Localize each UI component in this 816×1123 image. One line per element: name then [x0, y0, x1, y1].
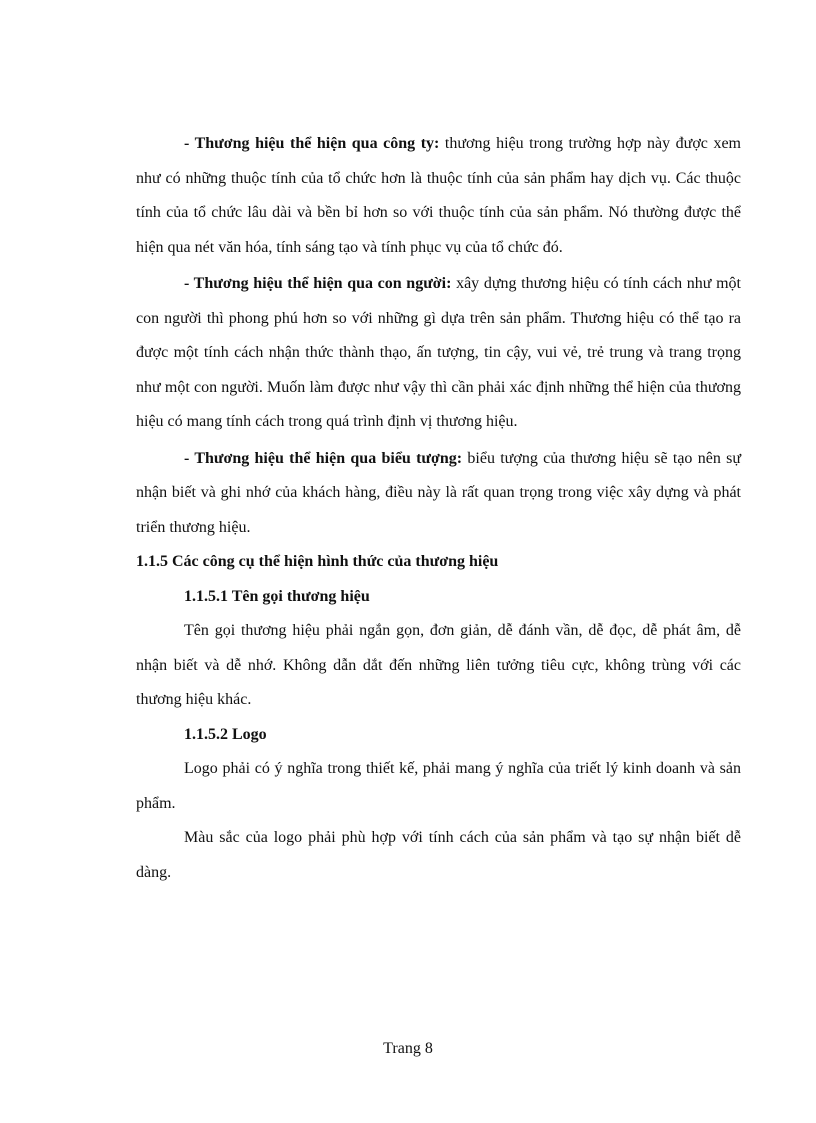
subsection-heading-name: 1.1.5.1 Tên gọi thương hiệu	[184, 587, 370, 605]
paragraph-company	[136, 127, 741, 265]
paragraph-logo-meaning: Logo phải có ý nghĩa trong thiết kế, phải mang ý nghĩa của triết lý kinh doanh và sản phẩm.	[136, 760, 741, 812]
paragraph-lead: - Thương hiệu thể hiện qua công ty:	[184, 135, 440, 152]
document-body	[136, 127, 741, 890]
paragraph-lead: - Thương hiệu thể hiện qua con người:	[184, 275, 452, 292]
paragraph-name: Tên gọi thương hiệu phải ngắn gọn, đơn giản, dễ đánh vần, dễ đọc, dễ phát âm, dễ nhận biết và dễ nhớ. Không dẫn dắt đến những liên tưởng tiêu cực, không trùng với các thương hiệu khác.	[136, 622, 741, 708]
paragraph-text: xây dựng thương hiệu có tính cách như một con người thì phong phú hơn so với những gì dựa trên sản phẩm. Thương hiệu có thể tạo ra được một tính cách nhận thức thành thạo, ấn tượng, tin cậy, vui vẻ, trẻ trung và trang trọng như một con người. Muốn làm được như vậy thì cần phải xác định những thể hiện của thương hiệu có mang tính cách trong quá trình định vị thương hiệu.	[136, 275, 741, 430]
paragraph-lead: - Thương hiệu thể hiện qua biểu tượng:	[184, 449, 463, 467]
paragraph-symbol	[136, 442, 741, 546]
paragraph-logo-color: Màu sắc của logo phải phù hợp với tính cách của sản phẩm và tạo sự nhận biết dễ dàng.	[136, 829, 741, 881]
paragraph-text: biểu tượng của thương hiệu sẽ tạo nên sự nhận biết và ghi nhớ của khách hàng, điều này là rất quan trọng trong việc xây dựng và phát triển thương hiệu.	[136, 449, 742, 536]
paragraph-person	[136, 267, 741, 440]
page-number: Trang 8	[383, 1040, 433, 1057]
subsection-heading-logo: 1.1.5.2 Logo	[184, 725, 267, 743]
section-heading: 1.1.5 Các công cụ thể hiện hình thức của thương hiệu	[136, 553, 499, 570]
paragraph-text: thương hiệu trong trường hợp này được xem như có những thuộc tính của tổ chức hơn là thuộc tính của sản phẩm hay dịch vụ. Các thuộc tính của tổ chức lâu dài và bền bỉ hơn so với thuộc tính của sản phẩm. Nó thường được thể hiện qua nét văn hóa, tính sáng tạo và tính phục vụ của tổ chức đó.	[136, 135, 742, 256]
